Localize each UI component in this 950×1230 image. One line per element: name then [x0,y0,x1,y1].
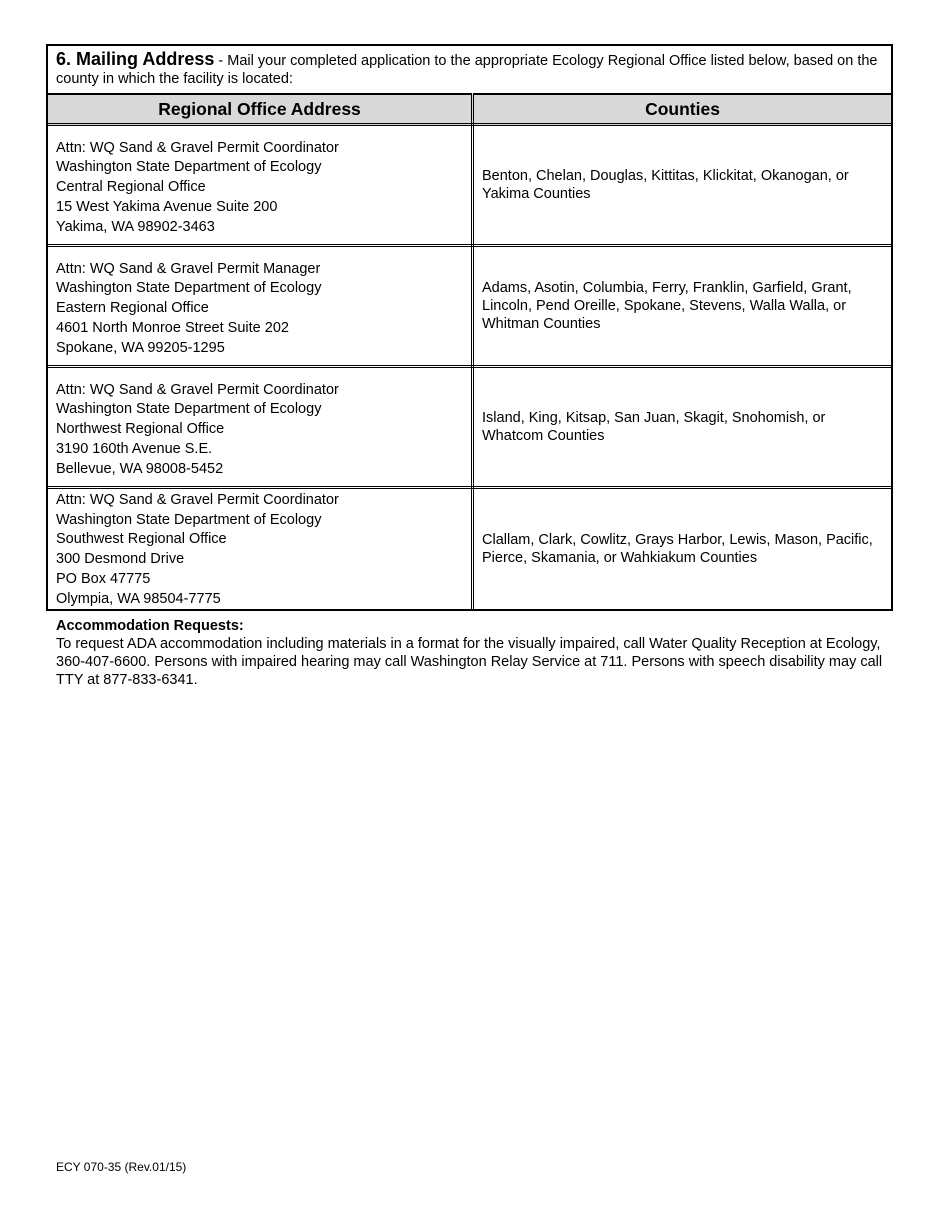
address-line: Central Regional Office [56,179,206,196]
counties-northwest: Island, King, Kitsap, San Juan, Skagit, Snohomish, or Whatcom Counties [473,367,892,488]
header-counties: Counties [473,94,892,125]
header-regional-office-address: Regional Office Address [48,94,473,125]
mailing-address-section [46,44,893,611]
regional-office-table [48,93,891,609]
office-address-eastern [48,246,473,367]
address-line: PO Box 47775 [56,570,151,587]
table-row [48,488,891,610]
counties-southwest: Clallam, Clark, Cowlitz, Grays Harbor, Lewis, Mason, Pacific, Pierce, Skamania, or Wahkiakum Counties [482,532,873,567]
address-line: Attn: WQ Sand & Gravel Permit Coordinator [56,139,339,156]
office-address-northwest [48,367,473,488]
office-address-central [48,125,473,246]
form-id-footer: ECY 070-35 (Rev.01/15) [56,1160,187,1174]
accommodation-text: To request ADA accommodation including materials in a format for the visually impaired, call Water Quality Reception at Ecology, 360-407-6600. Persons with impaired hearing may call Washington Relay Service at 711. Persons with speech disability may call TTY at 877-833-6341. [56,636,883,688]
table-row [48,125,891,246]
address-line: Attn: WQ Sand & Gravel Permit Coordinator [56,492,339,508]
address-line: Spokane, WA 99205-1295 [56,339,225,356]
address-line: 15 West Yakima Avenue Suite 200 [56,198,278,215]
counties-eastern: Adams, Asotin, Columbia, Ferry, Franklin, Garfield, Grant, Lincoln, Pend Oreille, Spokane, Stevens, Walla Walla, or Whitman Counties [473,246,892,367]
address-line: Attn: WQ Sand & Gravel Permit Manager [56,260,321,277]
section-title: 6. Mailing Address [56,49,215,69]
address-line: 300 Desmond Drive [56,551,185,568]
address-line: Eastern Regional Office [56,300,209,317]
address-line: 3190 160th Avenue S.E. [56,440,213,457]
address-line: 4601 North Monroe Street Suite 202 [56,319,289,336]
address-line: Olympia, WA 98504-7775 [56,590,221,607]
office-address-southwest [48,488,473,610]
address-line: Washington State Department of Ecology [56,159,322,176]
address-line: Southwest Regional Office [56,531,227,548]
accommodation-requests [56,617,901,689]
counties-central: Benton, Chelan, Douglas, Kittitas, Klickitat, Okanogan, or Yakima Counties [473,125,892,246]
section-intro: - Mail your completed application to the appropriate Ecology Regional Office listed below, based on the county in which the facility is located: [56,53,878,87]
accommodation-title: Accommodation Requests: [56,618,244,634]
address-line: Washington State Department of Ecology [56,280,322,297]
address-line: Bellevue, WA 98008-5452 [56,460,224,477]
address-line: Attn: WQ Sand & Gravel Permit Coordinator [56,381,339,398]
address-line: Washington State Department of Ecology [56,511,322,528]
table-row [48,367,891,488]
address-line: Northwest Regional Office [56,421,225,438]
section-header [48,46,891,93]
address-line: Washington State Department of Ecology [56,401,322,418]
address-line: Yakima, WA 98902-3463 [56,218,215,235]
table-row [48,246,891,367]
